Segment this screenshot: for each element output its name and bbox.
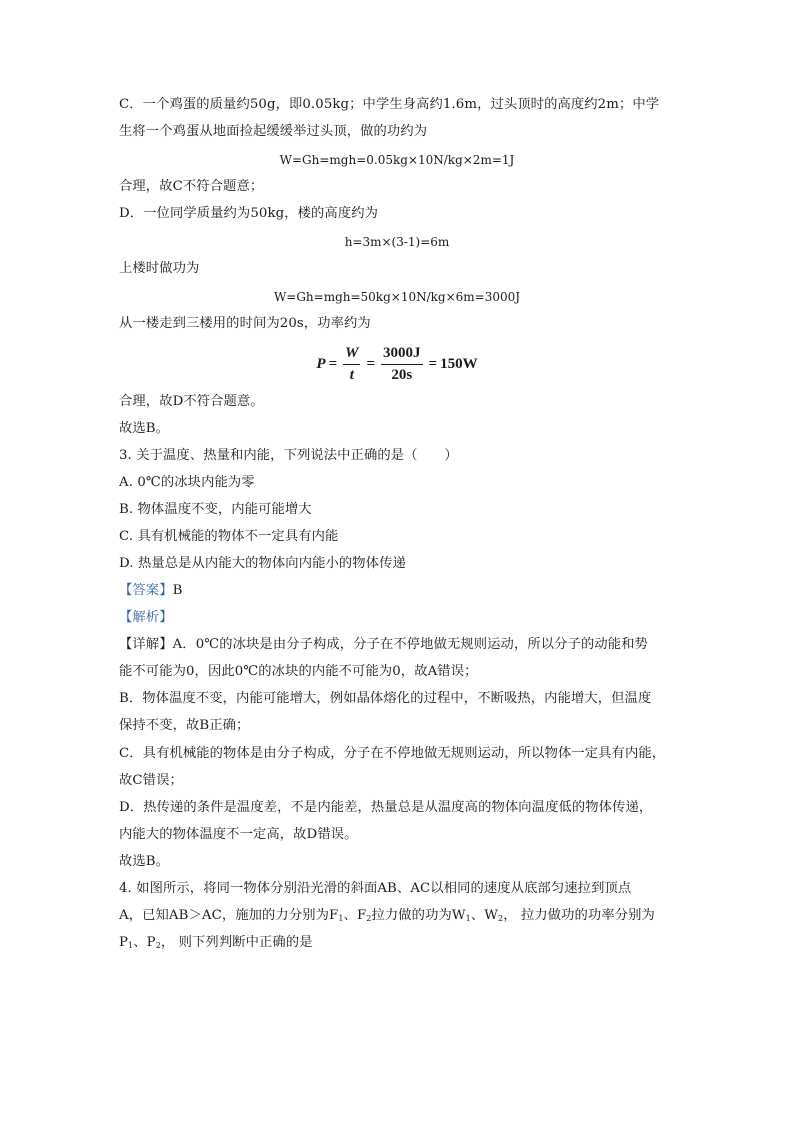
question-4-stem: 4. 如图所示，将同一物体分别沿光滑的斜面AB、AC以相同的速度从底部匀速拉到顶点 bbox=[119, 881, 632, 896]
text-line: C．一个鸡蛋的质量约50g，即0.05kg；中学生身高约1.6m，过头顶时的高度约2m；中学 bbox=[119, 97, 660, 112]
option-d: D. 热量总是从内能大的物体向内能小的物体传递 bbox=[119, 556, 406, 571]
detail-line: B．物体温度不变，内能可能增大，例如晶体熔化的过程中，不断吸热，内能增大，但温度 bbox=[119, 691, 652, 706]
fraction-denominator: t bbox=[349, 366, 354, 383]
detail-line: D．热传递的条件是温度差，不是内能差，热量总是从温度高的物体向温度低的物体传递， bbox=[119, 800, 653, 815]
text-line: 生将一个鸡蛋从地面捡起缓缓举过头顶，做的功约为 bbox=[119, 124, 428, 139]
answer-value: B bbox=[172, 583, 183, 598]
equation-work-egg: W=Gh=mgh=0.05kg×10N/kg×2m=1J bbox=[279, 153, 515, 167]
detail-line: 保持不变，故B正确； bbox=[119, 718, 250, 733]
formula-equals: = bbox=[328, 355, 338, 372]
analysis-label: 【解析】 bbox=[119, 610, 173, 625]
detail-line: C．具有机械能的物体是由分子构成，分子在不停地做无规则运动，所以物体一定具有内能， bbox=[119, 746, 666, 761]
detail-line: 【详解】A．0℃的冰块是由分子构成，分子在不停地做无规则运动，所以分子的动能和势 bbox=[119, 637, 648, 652]
answer-label: 【答案】 bbox=[119, 583, 173, 598]
formula-lhs: P bbox=[316, 355, 326, 372]
fraction-denominator: 20s bbox=[391, 366, 413, 383]
answer-line bbox=[119, 582, 182, 600]
detail-line: 故C错误； bbox=[119, 773, 183, 788]
text-line: 故选B。 bbox=[119, 854, 170, 869]
text-line: 故选B。 bbox=[119, 421, 170, 436]
power-formula bbox=[0, 340, 794, 388]
option-b: B. 物体温度不变，内能可能增大 bbox=[119, 502, 312, 517]
detail-line: 能不可能为0，因此0℃的冰块的内能不可能为0，故A错误； bbox=[119, 664, 478, 679]
text-line: 上楼时做功为 bbox=[119, 261, 200, 276]
equation-work-stairs: W=Gh=mgh=50kg×10N/kg×6m=3000J bbox=[273, 290, 521, 304]
question-4-stem: A，已知AB＞AC，施加的力分别为$F_1$、$F_2$拉力做的功为$W_1$、$W_2$， 拉力做功的功率分别为 bbox=[119, 908, 655, 923]
fraction-values bbox=[381, 345, 423, 384]
question-4-stem: $P_1$、$P_2$， 则下列判断中正确的是 bbox=[119, 935, 313, 950]
fraction-numerator: 3000J bbox=[381, 345, 423, 365]
option-c: C. 具有机械能的物体不一定具有内能 bbox=[119, 529, 339, 544]
option-a: A. 0℃的冰块内能为零 bbox=[119, 475, 255, 490]
detail-line: 内能大的物体温度不一定高，故D错误。 bbox=[119, 827, 358, 842]
text-line: 合理，故D不符合题意。 bbox=[119, 394, 264, 409]
text-line: 合理，故C不符合题意； bbox=[119, 179, 264, 194]
formula-equals: = bbox=[366, 355, 376, 372]
formula-equals: = bbox=[428, 355, 438, 372]
formula-result: 150W bbox=[440, 355, 478, 372]
detail-label: 【详解】 bbox=[119, 637, 173, 652]
fraction-w-over-t bbox=[343, 345, 360, 384]
text-line: 从一楼走到三楼用的时间为20s，功率约为 bbox=[119, 316, 371, 331]
fraction-numerator: W bbox=[343, 345, 360, 365]
equation-height: h=3m×(3-1)=6m bbox=[344, 235, 450, 249]
question-3-stem: 3. 关于温度、热量和内能，下列说法中正确的是（ ） bbox=[119, 448, 458, 463]
text-line: D．一位同学质量约为50kg，楼的高度约为 bbox=[119, 206, 378, 221]
